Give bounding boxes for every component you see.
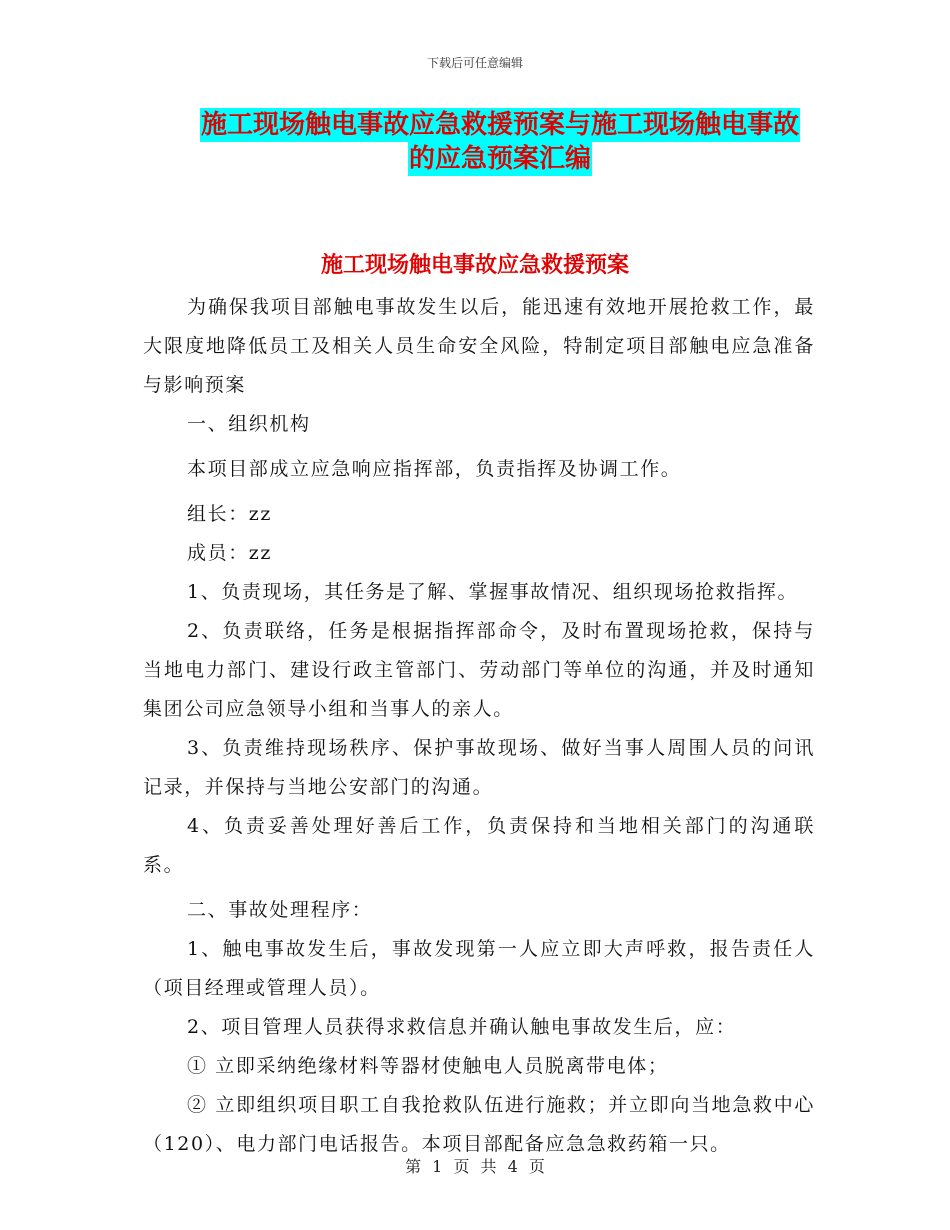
paragraph: 一、组织机构 xyxy=(187,413,311,435)
section-title: 施工现场触电事故应急救援预案 xyxy=(320,252,629,278)
paragraph: ① 立即采纳绝缘材料等器材使触电人员脱离带电体； xyxy=(187,1055,669,1077)
paragraph: 2、负责联络，任务是根据指挥部命令，及时布置现场抢救，保持与当地电力部门、建设行政主管部门、劳动部门等单位的沟通，并及时通知集团公司应急领导小组和当事人的亲人。 xyxy=(143,620,815,720)
paragraph: 1、触电事故发生后，事故发现第一人应立即大声呼救，报告责任人（项目经理或管理人员）。 xyxy=(143,938,815,999)
title-line-1: 施工现场触电事故应急救援预案与施工现场触电事故 xyxy=(200,110,799,140)
paragraph: ② 立即组织项目职工自我抢救队伍进行施救；并立即向当地急救中心（120）、电力部门电话报告。本项目部配备应急急救药箱一只。 xyxy=(143,1094,815,1155)
paragraph: 2、项目管理人员获得求救信息并确认触电事故发生后，应： xyxy=(187,1016,737,1038)
document-title xyxy=(140,108,860,176)
paragraph: 3、负责维持现场秩序、保护事故现场、做好当事人周围人员的问讯记录，并保持与当地公安部门的沟通。 xyxy=(143,737,815,798)
paragraph: 本项目部成立应急响应指挥部，负责指挥及协调工作。 xyxy=(187,458,682,480)
header-note: 下载后可任意编辑 xyxy=(426,56,523,70)
paragraph: 二、事故处理程序： xyxy=(187,899,373,921)
document-body xyxy=(143,288,815,1164)
page-footer: 第 1 页 共 4 页 xyxy=(405,1157,545,1176)
paragraph: 组长：zz xyxy=(187,503,273,525)
paragraph: 4、负责妥善处理好善后工作，负责保持和当地相关部门的沟通联系。 xyxy=(143,815,815,876)
paragraph: 成员：zz xyxy=(187,542,273,564)
paragraph: 1、负责现场，其任务是了解、掌握事故情况、组织现场抢救指挥。 xyxy=(187,581,799,603)
paragraph: 为确保我项目部触电事故发生以后，能迅速有效地开展抢救工作，最大限度地降低员工及相关人员生命安全风险，特制定项目部触电应急准备与影响预案 xyxy=(143,296,815,396)
title-line-2: 的应急预案汇编 xyxy=(408,144,591,174)
